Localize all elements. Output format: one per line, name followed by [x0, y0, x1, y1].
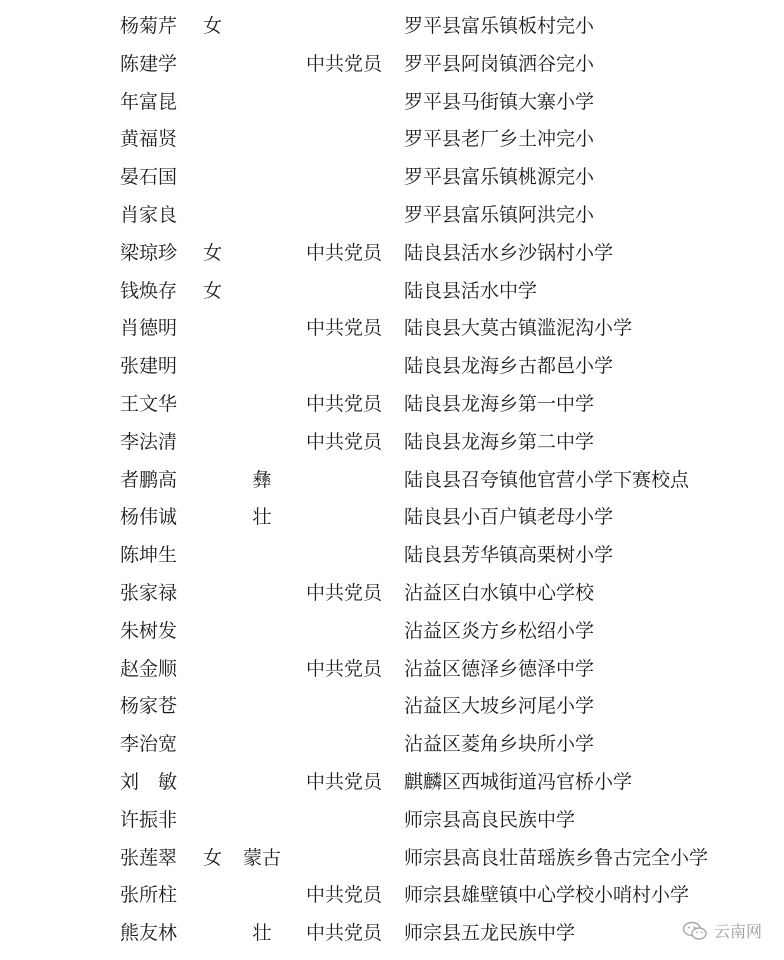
table-row: [0, 915, 784, 953]
teacher-school: 师宗县雄壁镇中心学校小哨村小学: [404, 884, 690, 907]
teacher-school: 麒麟区西城街道冯官桥小学: [404, 770, 633, 793]
teacher-school: 陆良县龙海乡第二中学: [404, 430, 595, 453]
table-row: [0, 651, 784, 689]
teacher-school: 沾益区白水镇中心学校: [404, 581, 595, 604]
teacher-name: 杨家苍: [120, 695, 178, 718]
teacher-name: 刘 敏: [120, 770, 178, 793]
table-row: [0, 462, 784, 500]
teacher-school: 沾益区德泽乡德泽中学: [404, 657, 595, 680]
wechat-icon: [682, 921, 708, 941]
table-row: [0, 575, 784, 613]
table-row: [0, 84, 784, 122]
teacher-ethnicity: 彝: [252, 468, 272, 491]
table-row: [0, 764, 784, 802]
table-row: [0, 348, 784, 386]
teacher-name: 肖德明: [120, 317, 178, 340]
teacher-school: 罗平县老厂乡土冲完小: [404, 128, 595, 151]
teacher-name: 晏石国: [120, 166, 178, 189]
teacher-school: 罗平县马街镇大寨小学: [404, 90, 595, 113]
teacher-name: 陈坤生: [120, 544, 178, 567]
teacher-list: [0, 8, 784, 953]
teacher-name: 张所柱: [120, 884, 178, 907]
teacher-school: 罗平县富乐镇板村完小: [404, 15, 595, 37]
table-row: [0, 840, 784, 878]
teacher-school: 陆良县活水乡沙锅村小学: [404, 241, 614, 264]
table-row: [0, 159, 784, 197]
teacher-ethnicity: 蒙古: [242, 846, 281, 869]
teacher-party: 中共党员: [306, 430, 383, 453]
teacher-name: 王文华: [120, 392, 178, 415]
table-row: [0, 877, 784, 915]
teacher-party: 中共党员: [306, 317, 383, 340]
teacher-school: 罗平县阿岗镇洒谷完小: [404, 52, 595, 75]
teacher-party: 中共党员: [306, 922, 383, 945]
teacher-party: 中共党员: [306, 392, 383, 415]
teacher-school: 师宗县高良壮苗瑶族乡鲁古完全小学: [404, 846, 709, 869]
teacher-name: 黄福贤: [120, 128, 178, 151]
teacher-school: 陆良县龙海乡第一中学: [404, 392, 595, 415]
teacher-party: 中共党员: [306, 770, 383, 793]
teacher-name: 张建明: [120, 355, 178, 378]
teacher-gender: 女: [203, 846, 223, 869]
teacher-school: 罗平县富乐镇桃源完小: [404, 166, 595, 189]
table-row: [0, 235, 784, 273]
teacher-name: 者鹏高: [120, 468, 178, 491]
teacher-school: 沾益区菱角乡块所小学: [404, 733, 595, 756]
teacher-school: 陆良县小百户镇老母小学: [404, 506, 614, 529]
teacher-name: 熊友林: [120, 922, 178, 945]
teacher-gender: 女: [203, 279, 223, 302]
teacher-party: 中共党员: [306, 884, 383, 907]
teacher-party: 中共党员: [306, 52, 383, 75]
teacher-name: 张莲翠: [120, 846, 178, 869]
table-row: [0, 310, 784, 348]
teacher-name: 陈建学: [120, 52, 178, 75]
watermark-text: 云南网: [713, 922, 762, 941]
table-row: [0, 537, 784, 575]
table-row: [0, 273, 784, 311]
teacher-school: 陆良县芳华镇高栗树小学: [404, 544, 614, 567]
table-row: [0, 613, 784, 651]
teacher-name: 杨伟诚: [120, 506, 178, 529]
table-row: [0, 8, 784, 46]
teacher-ethnicity: 壮: [252, 922, 272, 945]
teacher-gender: 女: [203, 241, 223, 264]
table-row: [0, 46, 784, 84]
table-row: [0, 802, 784, 840]
teacher-party: 中共党员: [306, 581, 383, 604]
teacher-name: 李法清: [120, 430, 178, 453]
table-row: [0, 499, 784, 537]
teacher-name: 杨菊芹: [120, 15, 178, 37]
teacher-party: 中共党员: [306, 657, 383, 680]
teacher-gender: 女: [203, 15, 223, 37]
table-row: [0, 386, 784, 424]
teacher-name: 许振非: [120, 808, 178, 831]
teacher-school: 陆良县大莫古镇滥泥沟小学: [404, 317, 633, 340]
teacher-school: 沾益区大坡乡河尾小学: [404, 695, 595, 718]
teacher-school: 陆良县活水中学: [404, 279, 538, 302]
teacher-school: 罗平县富乐镇阿洪完小: [404, 203, 595, 226]
teacher-school: 沾益区炎方乡松绍小学: [404, 619, 595, 642]
teacher-ethnicity: 壮: [252, 506, 272, 529]
teacher-school: 师宗县五龙民族中学: [404, 922, 576, 945]
teacher-name: 肖家良: [120, 203, 178, 226]
teacher-name: 朱树发: [120, 619, 178, 642]
teacher-name: 李治宽: [120, 733, 178, 756]
teacher-school: 陆良县龙海乡古都邑小学: [404, 355, 614, 378]
teacher-name: 钱焕存: [120, 279, 178, 302]
teacher-name: 梁琼珍: [120, 241, 178, 264]
table-row: [0, 424, 784, 462]
table-row: [0, 197, 784, 235]
teacher-party: 中共党员: [306, 241, 383, 264]
teacher-school: 陆良县召夸镇他官营小学下赛校点: [404, 468, 690, 491]
table-row: [0, 121, 784, 159]
table-row: [0, 688, 784, 726]
teacher-name: 赵金顺: [120, 657, 178, 680]
watermark: [682, 919, 762, 942]
table-row: [0, 726, 784, 764]
teacher-name: 张家禄: [120, 581, 178, 604]
teacher-name: 年富昆: [120, 90, 178, 113]
teacher-school: 师宗县高良民族中学: [404, 808, 576, 831]
